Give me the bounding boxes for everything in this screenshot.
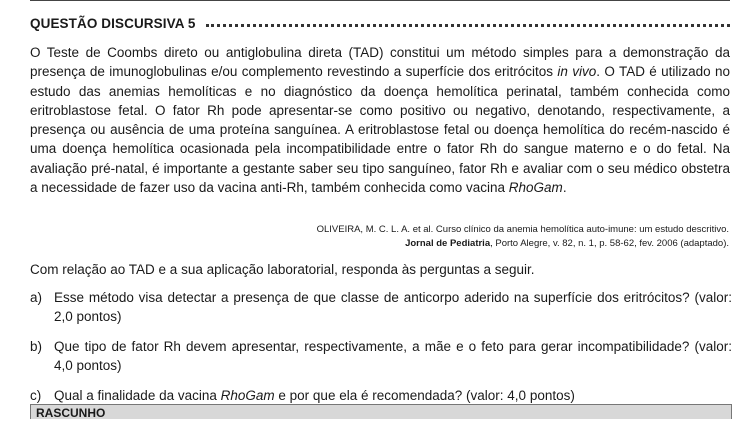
paragraph-text-2: . O TAD é utilizado no estudo das anemias hemolíticas e no diagnóstico da doença hemolítica perinatal, também conhecida como eritroblastose fetal. O fator Rh pode apresentar-se como positivo ou negativo, denotando, respectivamente, a presença ou ausência de uma proteína sanguínea. A eritroblastose fetal ou doença hemolítica do recém-nascido é uma doença hemolítica ocasionada pela incompatibilidade entre o fator Rh do sangue materno e o do fetal. Na avaliação pré-natal, é importante a gestante saber seu tipo sanguíneo, fator Rh e avaliar com o seu médico obstetra a necessidade de fazer uso da vacina anti-Rh, também conhecida como vacina [30, 64, 731, 196]
paragraph-italic-rhogam: RhoGam [508, 180, 563, 196]
question-c-post: e por que ela é recomendada? (valor: 4,0 pontos) [274, 388, 575, 404]
paragraph-text-3: . [562, 180, 567, 196]
citation-details: , Porto Alegre, v. 82, n. 1, p. 58-62, fev. 2006 (adaptado). [490, 238, 729, 249]
citation-line-1: OLIVEIRA, M. C. L. A. et al. Curso clínico da anemia hemolítica auto-imune: um estudo descritivo. [316, 224, 729, 235]
questions-intro: Com relação ao TAD e a sua aplicação laboratorial, responda às perguntas a seguir. [30, 262, 535, 277]
question-text: Que tipo de fator Rh devem apresentar, respectivamente, a mãe e o feto para gerar incompatibilidade? (valor: 4,0 pontos) [54, 339, 732, 373]
question-a [30, 289, 732, 326]
question-letter: a) [30, 290, 43, 305]
question-letter: c) [30, 388, 42, 404]
citation [317, 223, 729, 251]
top-rule [30, 0, 730, 1]
question-list [30, 289, 732, 418]
paragraph-italic-in-vivo: in vivo [557, 64, 597, 80]
question-c-italic: RhoGam [220, 388, 275, 404]
rascunho-label: RASCUNHO [36, 406, 106, 420]
question-b [30, 338, 732, 375]
question-text: Esse método visa detectar a presença de que classe de anticorpo aderido na superfície dos eritrócitos? (valor: 2,0 pontos) [54, 290, 732, 324]
paragraph-text-1: O Teste de Coombs direto ou antiglobulina direta (TAD) constitui um método simples para a demonstração da presença de imunoglobulinas e/ou complemento revestindo a superfície dos eritrócitos [30, 45, 730, 80]
citation-journal: Jornal de Pediatria [405, 238, 491, 249]
citation-line-2 [317, 237, 729, 251]
question-title: QUESTÃO DISCURSIVA 5 [30, 15, 196, 31]
question-header [30, 12, 730, 34]
question-letter: b) [30, 339, 43, 355]
context-paragraph [30, 43, 730, 197]
question-c-pre: Qual a finalidade da vacina [54, 388, 221, 404]
dotted-leader [206, 24, 730, 27]
